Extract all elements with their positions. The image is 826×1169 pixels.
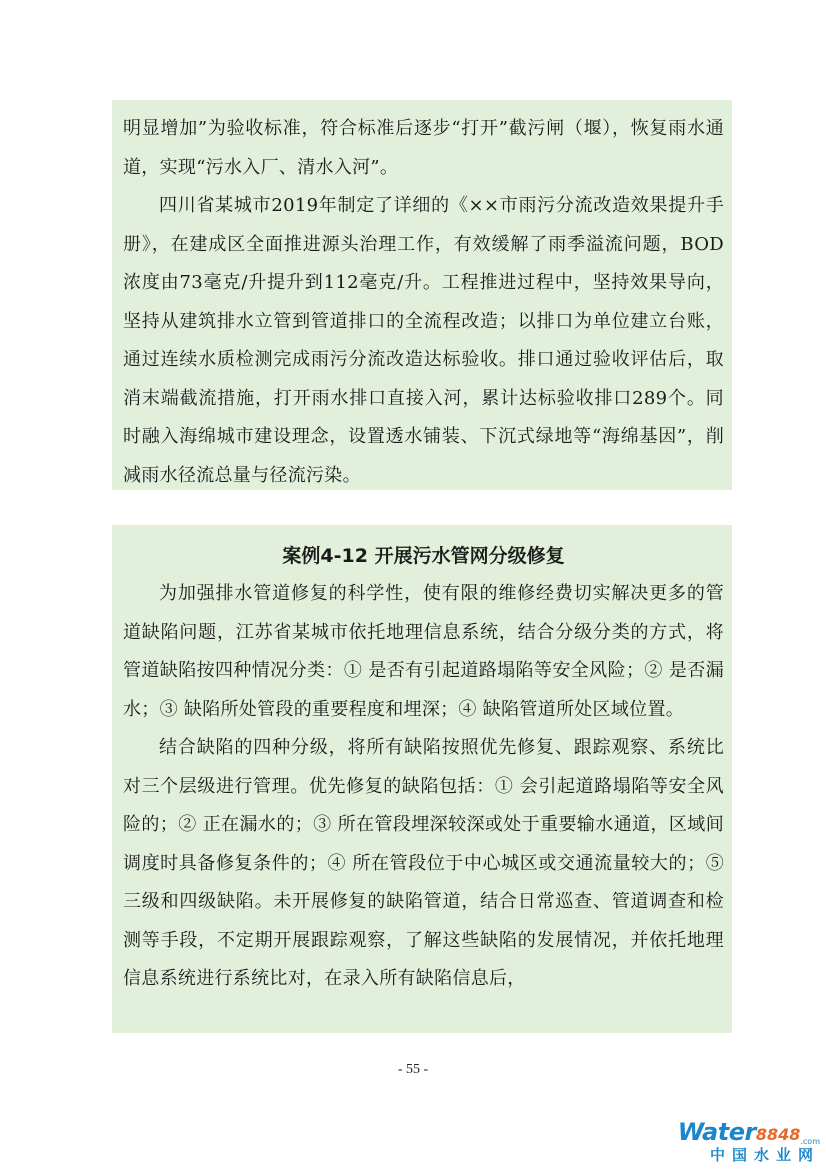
watermark-number: 8848 bbox=[755, 1125, 801, 1144]
watermark-word: Water bbox=[677, 1118, 756, 1146]
page-number: - 55 - bbox=[397, 1062, 429, 1077]
case-continuation-box bbox=[112, 100, 732, 490]
case-4-12-box bbox=[112, 525, 732, 1033]
watermark-logo-mark bbox=[678, 1118, 820, 1146]
watermark-suffix: .com bbox=[800, 1137, 820, 1147]
watermark-logo bbox=[677, 1118, 820, 1166]
watermark-chinese-name: 中国水业网 bbox=[709, 1146, 820, 1164]
sichuan-case-paragraph: 四川省某城市2019年制定了详细的《××市雨污分流改造效果提升手册》，在建成区全面推进源头治理工作，有效缓解了雨季溢流问题，BOD浓度由73毫克/升提升到112毫克/升。工程推进过程中，坚持效果导向，坚持从建筑排水立管到管道排口的全流程改造；以排口为单位建立台账，通过连续水质检测完成雨污分流改造达标验收。排口通过验收评估后，取消末端截流措施，打开雨水排口直接入河，累计达标验收排口289个。同时融入海绵城市建设理念，设置透水铺装、下沉式绿地等“海绵基因”，削减雨水径流总量与径流污染。 bbox=[123, 195, 724, 486]
case-detail-paragraph: 结合缺陷的四种分级，将所有缺陷按照优先修复、跟踪观察、系统比对三个层级进行管理。优先修复的缺陷包括：① 会引起道路塌陷等安全风险的；② 正在漏水的；③ 所在管段埋深较深或处于重要输水通道，区域间调度时具备修复条件的；④ 所在管段位于中心城区或交通流量较大的；⑤ 三级和四级缺陷。未开展修复的缺陷管道，结合日常巡查、管道调查和检测等手段，不定期开展跟踪观察，了解这些缺陷的发展情况，并依托地理信息系统进行系统比对，在录入所有缺陷信息后， bbox=[123, 737, 724, 989]
case-title: 案例4-12 开展污水管网分级修复 bbox=[282, 545, 565, 567]
case-intro-paragraph: 为加强排水管道修复的科学性，使有限的维修经费切实解决更多的管道缺陷问题，江苏省某城市依托地理信息系统，结合分级分类的方式，将管道缺陷按四种情况分类：① 是否有引起道路塌陷等安全风险；② 是否漏水；③ 缺陷所处管段的重要程度和埋深；④ 缺陷管道所处区域位置。 bbox=[123, 583, 724, 720]
continuation-paragraph: 明显增加”为验收标准，符合标准后逐步“打开”截污闸（堰），恢复雨水通道，实现“污水入厂、清水入河”。 bbox=[123, 118, 724, 178]
